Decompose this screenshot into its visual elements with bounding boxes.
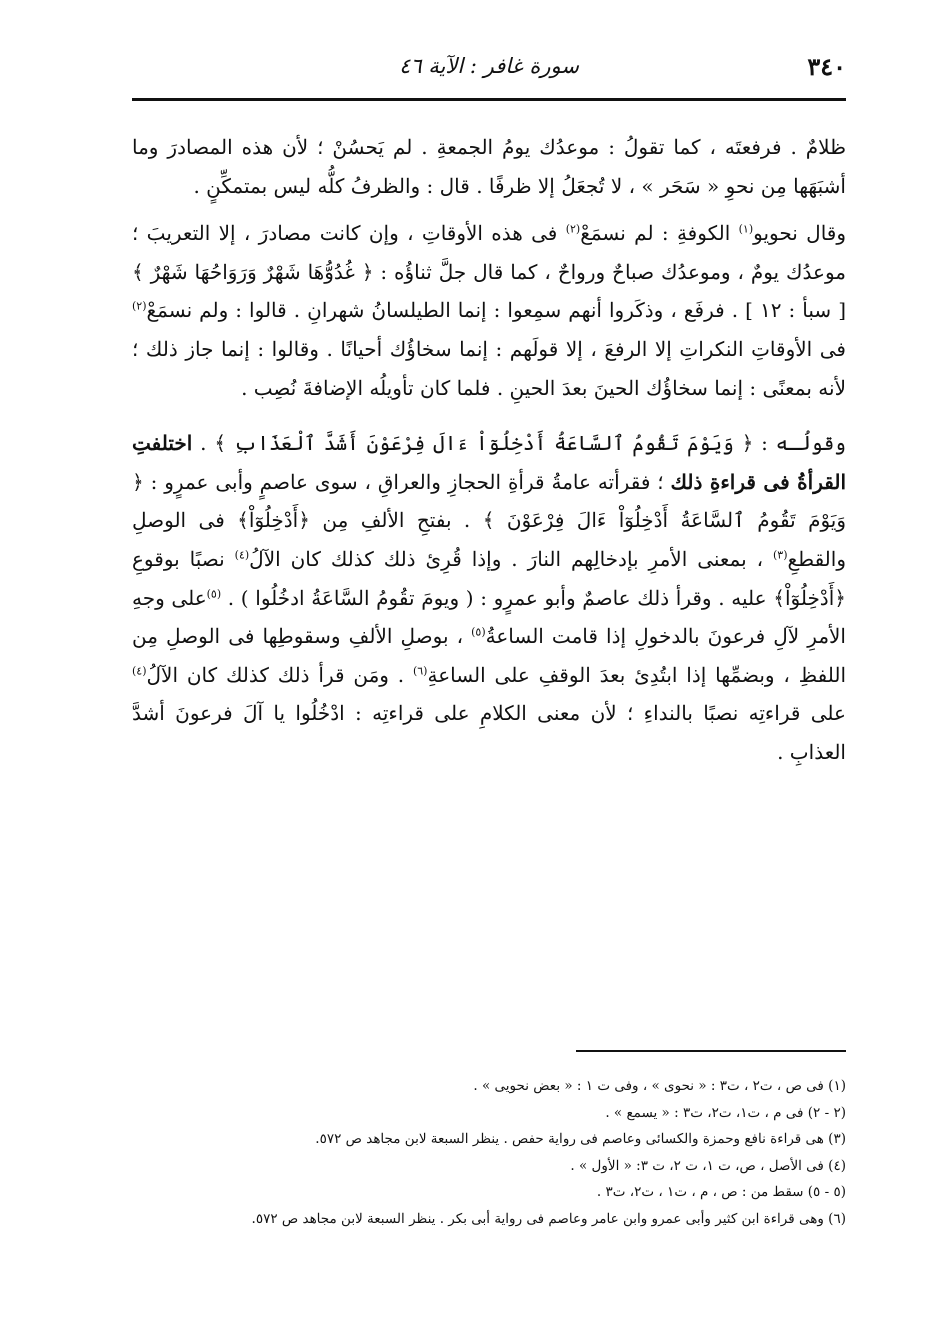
text-segment: وقال نحويو <box>753 221 847 246</box>
footnote-ref: (٢) <box>132 299 147 313</box>
footnote-ref: (٥) <box>471 625 486 639</box>
text-segment: . <box>192 431 215 456</box>
quran-verse: ﴿ وَيَوْمَ تَقُومُ ٱلسَّاعَةُ أَدْخِلُوٓاْ ءَالَ فِرْعَوْنَ أَشَدَّ ٱلْعَذَابِ ﴾ <box>214 431 754 456</box>
footnote-3: (٣) هى قراءة نافع وحمزة والكسائى وعاصم فى رواية حفص . ينظر السبعة لابن مجاهد ص ٥٧٢. <box>315 1131 846 1147</box>
quran-verse: ﴿ غُدُوُّهَا شَهْرٌ وَرَوَاحُهَا شَهْرٌ ﴾ <box>132 259 374 284</box>
text-segment: . بفتحِ الألفِ مِن <box>309 508 483 533</box>
text-segment: ، بمعنى الأمرِ بإدخالِهم النارَ . وإذا قُرِئ ذلك كذلك كان الآلُ <box>249 546 773 571</box>
main-text <box>132 128 846 772</box>
surah-title: سورة غافر : الآية ٤٦ <box>399 54 579 78</box>
text-segment: ، بوصلِ الألفِ وسقوطِها فى الوصلِ مِن اللفظِ ، وبضمِّها إذا ابتُدِئ بعدَ الوقفِ على الساعةِ <box>132 624 847 687</box>
footnote-1: (١) فى ص ، ت٢ ، ت٣ : « نحوى » ، وفى ت ١ : « بعض نحويى » . <box>473 1078 846 1094</box>
page-header <box>132 52 846 92</box>
paragraph-1: ظلامٌ . فرفعتَه ، كما تقولُ : موعدُك يومُ الجمعةِ . لم يَحسُنْ ؛ لأن هذه المصادرَ وما أشبَهَها مِن نحوِ « سَحَر » ، لا تُجعَلُ إلا ظرفًا . قال : والظرفُ كلُّه ليس بمتمكِّنٍ . <box>132 135 846 198</box>
footnote-4: (٤) فى الأصل ، ص، ت ١، ت ٢، ت ٣: « الأول » . <box>570 1157 846 1174</box>
footnote-ref: (٦) <box>412 664 428 678</box>
footnote-ref: (٣) <box>773 548 788 562</box>
footnotes <box>132 1073 846 1232</box>
text-segment: . فرفَع ، وذكَروا أنهم سمِعوا : إنما الطيلسانُ شهرانِ . قالوا : ولم نسمَعْ <box>146 298 739 323</box>
text-segment: فى الأوقاتِ النكراتِ إلا الرفعَ ، إلا قولَهم : إنما سخاؤُك أحيانًا . وقالوا : إنما جاز ذلك ؛ لأنه بمعنًى : إنما سخاؤُك الحينَ بعدَ الحينِ . فلما كان تأويلُه الإضافةَ نُصِب . <box>132 336 846 400</box>
footnote-rule <box>576 1050 846 1052</box>
footnote-6: (٦) وهى قراءة ابن كثير وأبى عمرو وابن عامر وعاصم فى رواية أبى بكر . ينظر السبعة لابن مجاهد ص ٥٧٢. <box>251 1210 846 1227</box>
header-rule <box>132 98 846 101</box>
text-segment: عليه . وقرأ ذلك عاصمٌ وأبو عمرٍو : ( ويومَ تقُومُ السَّاعَةُ ادخُلُوا ) . <box>221 585 774 610</box>
text-segment: فى الوصلِ والقطعِ <box>132 508 846 571</box>
text-segment: وقولُـه : <box>753 431 847 456</box>
footnote-ref: (٤) <box>132 664 147 678</box>
verse-reference: [ سبأ : ١٢ ] <box>738 298 847 323</box>
footnote-ref: (٢) <box>565 222 581 236</box>
text-segment: نصبًا بوقوعِ <box>132 546 235 571</box>
footnote-5: (٥ - ٥) سقط من : ص ، م ، ت١ ، ت٢، ت٣ . <box>596 1184 846 1200</box>
quran-verse: ﴿ وَيَوْمَ تَقُومُ ٱلسَّاعَةُ أَدْخِلُوٓاْ ءَالَ فِرْعَوْنَ ﴾ <box>132 469 847 533</box>
text-segment: . ومَن قرأ ذلك كذلك كان الآلُ <box>146 662 413 687</box>
paragraph-2 <box>132 214 846 407</box>
section-heading: اختلفتِ القرأةُ فى قراءةِ ذلك <box>132 431 847 494</box>
footnote-ref: (٤) <box>234 548 250 562</box>
page-number: ٣٤٠ <box>807 52 846 81</box>
text-segment: على وجهِ الأمرِ لآلِ فرعونَ بالدخولِ إذا قامت الساعةُ <box>132 585 846 649</box>
text-segment: على قراءتِه نصبًا بالنداءِ ؛ لأن معنى الكلامِ على قراءتِه : ادْخُلُوا يا آلَ فرعونَ أشدَّ العذابِ . <box>132 701 846 764</box>
quran-word: ﴿أَدْخِلُوٓاْ﴾ <box>773 585 846 610</box>
text-segment: الكوفةِ : لم نسمَعْ <box>580 221 739 246</box>
quran-word: ﴿أَدْخِلُوٓاْ﴾ <box>237 508 310 533</box>
text-segment: ؛ فقرأته عامةُ قرأةِ الحجازِ والعراقِ ، سوى عاصمٍ وأبى عمرٍو : <box>143 469 671 494</box>
paragraph-3 <box>132 424 846 771</box>
footnote-ref: (١) <box>738 222 754 236</box>
footnote-2: (٢ - ٢) فى م ، ت١، ت٢، ت٣ : « يسمع » . <box>605 1104 846 1121</box>
footnote-ref: (٥) <box>206 586 222 600</box>
text-segment: فى هذه الأوقاتِ ، وإن كانت مصادرَ ، إلا التعريبَ ؛ موعدُك يومٌ ، وموعدُك صباحٌ ورواحٌ ، كما قال جلَّ ثناؤُه : <box>132 221 846 284</box>
